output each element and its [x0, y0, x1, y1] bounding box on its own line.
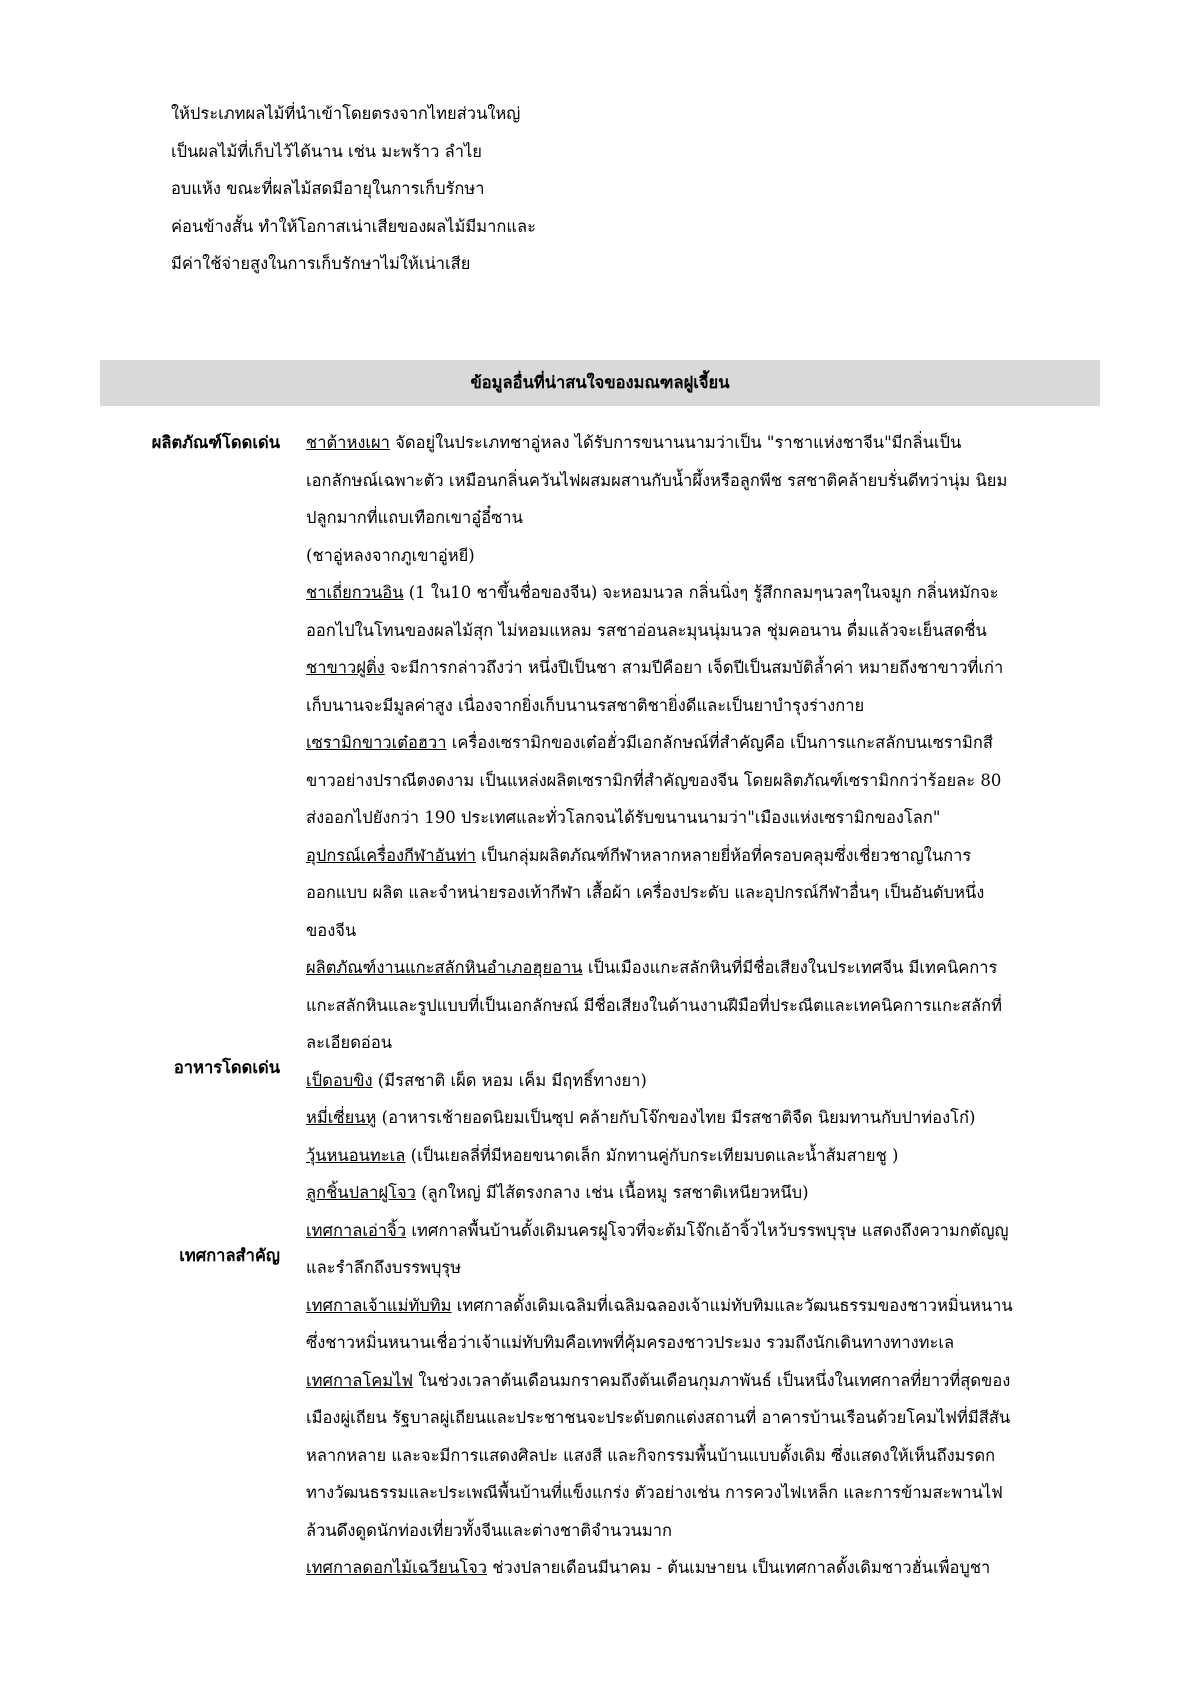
- info-line: [306, 612, 1096, 650]
- item-text: เทศกาลพื้นบ้านดั้งเดิมนครฝูโจวที่จะต้มโจ๊กเอ้าจิ้วไหว้บรรพบุรุษ แสดงถึงความกตัญญู: [406, 1220, 1009, 1240]
- info-line: [306, 874, 1096, 912]
- item-title: ชาต้าหงเผา: [306, 433, 390, 452]
- item-title: เทศกาลเจ้าแม่ทับทิม: [306, 1295, 452, 1315]
- info-line: [306, 424, 1096, 462]
- info-line: [306, 649, 1096, 687]
- intro-line: มีค่าใช้จ่ายสูงในการเก็บรักษาไม่ให้เน่าเสีย: [171, 254, 471, 273]
- info-line: [306, 1062, 1096, 1100]
- item-text: เก็บนานจะมีมูลค่าสูง เนื่องจากยิ่งเก็บนานรสชาติชายิ่งดีและเป็นยาบำรุงร่างกาย: [306, 695, 865, 715]
- item-text: เครื่องเซรามิกของเต๋อฮั่วมีเอกลักษณ์ที่สำคัญคือ เป็นการแกะสลักบนเซรามิกสี: [446, 733, 993, 752]
- info-line: [306, 499, 1096, 537]
- item-title: เทศกาลโคมไฟ: [306, 1370, 414, 1390]
- intro-line: เป็นผลไม้ที่เก็บไว้ได้นาน เช่น มะพร้าว ลำไย: [171, 141, 482, 161]
- info-line: [306, 799, 1096, 837]
- info-line: [306, 1174, 1096, 1212]
- item-text: ละเอียดอ่อน: [306, 1033, 393, 1052]
- item-title: ผลิตภัณฑ์งานแกะสลักหินอำเภอฮุยอาน: [306, 958, 583, 977]
- item-title: ชาเถี่ยกวนอิน: [306, 583, 404, 602]
- item-text: เทศกาลดั้งเดิมเฉลิมที่เฉลิมฉลองเจ้าแม่ทับทิมและวัฒนธรรมของชาวหมิ่นหนาน: [451, 1295, 1013, 1315]
- item-title: ลูกชิ้นปลาฝูโจว: [306, 1183, 416, 1202]
- item-title: เซรามิกขาวเต๋อฮวา: [306, 733, 447, 752]
- info-line: [306, 1512, 1096, 1550]
- label-festivals: เทศกาลสำคัญ: [179, 1246, 280, 1265]
- info-line: [306, 1399, 1096, 1437]
- item-text: (เป็นเยลลี่ที่มีหอยขนาดเล็ก มักทานคู่กับกระเทียมบดและน้ำส้มสายชู ): [405, 1145, 899, 1165]
- item-title: วุ้นหนอนทะเล: [306, 1145, 406, 1165]
- info-line: [306, 1437, 1096, 1475]
- item-text: (มีรสชาติ เผ็ด หอม เค็ม มีฤทธิ์ทางยา): [372, 1070, 647, 1090]
- item-text: ช่วงปลายเดือนมีนาคม - ต้นเมษายน เป็นเทศกาลดั้งเดิมชาวฮั่นเพื่อบูชา: [487, 1558, 991, 1577]
- item-text: หลากหลาย และจะมีการแสดงศิลปะ แสงสี และกิจกรรมพื้นบ้านแบบดั้งเดิม ซึ่งแสดงให้เห็นถึงมรดก: [306, 1445, 996, 1465]
- intro-line: ให้ประเภทผลไม้ที่นำเข้าโดยตรงจากไทยส่วนใหญ่: [171, 104, 521, 123]
- item-text: ซึ่งชาวหมิ่นหนานเชื่อว่าเจ้าแม่ทับทิมคือเทพที่คุ้มครองชาวประมง รวมถึงนักเดินทางทางทะเล: [306, 1333, 955, 1352]
- item-text: ล้วนดึงดูดนักท่องเที่ยวทั้งจีนและต่างชาติจำนวนมาก: [306, 1520, 673, 1540]
- item-text: ปลูกมากที่แถบเทือกเขาอู๋อี๋ซาน: [306, 508, 523, 527]
- item-text: ออกแบบ ผลิต และจำหน่ายรองเท้ากีฬา เสื้อผ้า เครื่องประดับ และอุปกรณ์กีฬาอื่นๆ เป็นอันดับหนึ่ง: [306, 883, 985, 902]
- item-text: (อาหารเช้ายอดนิยมเป็นซุป คล้ายกับโจ๊กของไทย มีรสชาติจืด นิยมทานกับปาท่องโก๋): [376, 1108, 976, 1127]
- info-line: [306, 574, 1096, 612]
- item-title: ชาขาวฝูติ่ง: [306, 658, 385, 677]
- info-line: [306, 912, 1096, 950]
- info-line: [306, 1549, 1096, 1587]
- item-text: แกะสลักหินและรูปแบบที่เป็นเอกลักษณ์ มีชื่อเสียงในด้านงานฝีมือที่ประณีตและเทคนิคการแกะสลักที่: [306, 995, 1002, 1015]
- item-title: เทศกาลดอกไม้เฉวียนโจว: [306, 1558, 488, 1577]
- item-title: หมี่เซี่ยนหู: [306, 1108, 377, 1127]
- info-line: [306, 1099, 1096, 1137]
- item-text: เมืองผู่เถียน รัฐบาลผู่เถียนและประชาชนจะประดับตกแต่งสถานที่ อาคารบ้านเรือนด้วยโคมไฟที่มีสีสัน: [306, 1408, 1011, 1427]
- info-line: [306, 1137, 1096, 1175]
- item-text: จัดอยู่ในประเภทชาอู่หลง ได้รับการขนานนามว่าเป็น "ราชาแห่งชาจีน"มีกลิ่นเป็น: [389, 433, 962, 452]
- info-line: [306, 1287, 1096, 1325]
- info-line: [306, 1024, 1096, 1062]
- item-text: ของจีน: [306, 920, 357, 940]
- intro-line: ค่อนข้างสั้น ทำให้โอกาสเน่าเสียของผลไม้มีมากและ: [171, 216, 536, 236]
- info-line: [306, 949, 1096, 987]
- section-heading: ข้อมูลอื่นที่น่าสนใจของมณฑลฝูเจี้ยน: [100, 360, 1100, 406]
- intro-paragraph: [171, 95, 611, 283]
- info-line: [306, 762, 1096, 800]
- info-line: [306, 1474, 1096, 1512]
- info-body: [306, 424, 1096, 1587]
- item-text: จะมีการกล่าวถึงว่า หนึ่งปีเป็นชา สามปีคือยา เจ็ดปีเป็นสมบัติล้ำค่า หมายถึงชาขาวที่เก่า: [384, 658, 1004, 677]
- label-products: ผลิตภัณฑ์โดดเด่น: [151, 433, 280, 452]
- item-text: (1 ใน10 ชาขึ้นชื่อของจีน) จะหอมนวล กลิ่นนิ่งๆ รู้สึกกลมๆนวลๆในจมูก กลิ่นหมักจะ: [403, 583, 999, 602]
- info-line: [306, 724, 1096, 762]
- item-text: ในช่วงเวลาต้นเดือนมกราคมถึงต้นเดือนกุมภาพันธ์ เป็นหนึ่งในเทศกาลที่ยาวที่สุดของ: [413, 1370, 1011, 1390]
- intro-line: อบแห้ง ขณะที่ผลไม้สดมีอายุในการเก็บรักษา: [171, 179, 485, 198]
- info-line: [306, 837, 1096, 875]
- info-line: [306, 987, 1096, 1025]
- item-title: อุปกรณ์เครื่องกีฬาอันท่า: [306, 845, 476, 865]
- info-line: [306, 537, 1096, 575]
- item-text: ออกไปในโทนของผลไม้สุก ไม่หอมแหลม รสชาอ่อนละมุนนุ่มนวล ชุ่มคอนาน ดื่มแล้วจะเย็นสดชื่น: [306, 620, 987, 640]
- info-line: [306, 687, 1096, 725]
- item-text: ทางวัฒนธรรมและประเพณีพื้นบ้านที่แข็งแกร่ง ตัวอย่างเช่น การควงไฟเหล็ก และการข้ามสะพานไฟ: [306, 1483, 1003, 1502]
- info-line: [306, 1362, 1096, 1400]
- item-title: เป็ดอบขิง: [306, 1070, 373, 1090]
- info-line: [306, 462, 1096, 500]
- item-text: เป็นเมืองแกะสลักหินที่มีชื่อเสียงในประเทศจีน มีเทคนิคการ: [582, 958, 998, 977]
- item-text: (ลูกใหญ่ มีไส้ตรงกลาง เช่น เนื้อหมู รสชาติเหนียวหนึบ): [415, 1183, 809, 1202]
- item-text: (ชาอู่หลงจากภูเขาอู่หยี): [306, 545, 475, 565]
- item-text: ส่งออกไปยังกว่า 190 ประเทศและทั่วโลกจนได้รับขนานนามว่า"เมืองแห่งเซรามิกของโลก": [306, 808, 941, 827]
- item-title: เทศกาลเอ่าจิ้ว: [306, 1220, 407, 1240]
- item-text: เอกลักษณ์เฉพาะตัว เหมือนกลิ่นควันไฟผสมผสานกับน้ำผึ้งหรือลูกพีช รสชาติคล้ายบรั่นดีทว่านุ่ม นิยม: [306, 470, 1008, 490]
- item-text: เป็นกลุ่มผลิตภัณฑ์กีฬาหลากหลายยี่ห้อที่ครอบคลุมซึ่งเชี่ยวชาญในการ: [475, 845, 972, 865]
- info-line: [306, 1324, 1096, 1362]
- item-text: ขาวอย่างปราณีตงดงาม เป็นแหล่งผลิตเซรามิกที่สำคัญของจีน โดยผลิตภัณฑ์เซรามิกกว่าร้อยละ 80: [306, 770, 1002, 790]
- info-line: [306, 1212, 1096, 1250]
- label-food: อาหารโดดเด่น: [173, 1058, 280, 1077]
- item-text: และรำลึกถึงบรรพบุรุษ: [306, 1258, 462, 1277]
- info-line: [306, 1249, 1096, 1287]
